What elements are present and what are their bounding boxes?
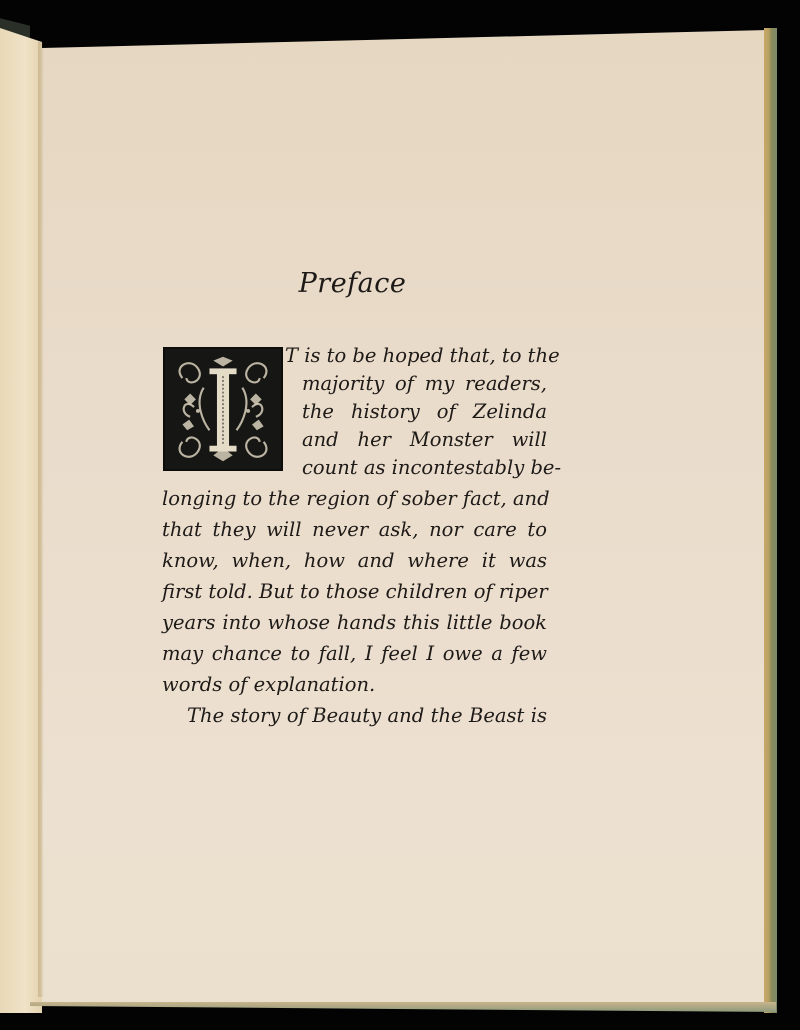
text-line: and her Monster will <box>302 428 547 451</box>
text-line: T is to be hoped that, to the <box>285 344 560 367</box>
book-gutter <box>38 42 44 997</box>
text-line: first told. But to those children of riper <box>162 580 548 603</box>
ornamental-drop-cap <box>163 347 283 471</box>
text-line: know, when, how and where it was <box>162 549 547 572</box>
floral-initial-icon <box>165 349 281 469</box>
text-line: that they will never ask, nor care to <box>162 518 547 541</box>
text-line: majority of my readers, <box>302 372 547 395</box>
page-bottom-edge <box>30 1002 776 1012</box>
text-line: may chance to fall, I feel I owe a few <box>162 642 547 665</box>
left-page <box>0 28 42 1013</box>
text-line: count as incontestably be- <box>302 456 562 479</box>
text-line: words of explanation. <box>162 673 376 696</box>
text-line: years into whose hands this little book <box>162 611 547 634</box>
text-line: The story of Beauty and the Beast is <box>187 704 547 727</box>
page-title: Preface <box>298 268 407 299</box>
text-line: the history of Zelinda <box>302 400 547 423</box>
page-fore-edge <box>764 28 777 1013</box>
text-line: longing to the region of sober fact, and <box>162 487 550 510</box>
